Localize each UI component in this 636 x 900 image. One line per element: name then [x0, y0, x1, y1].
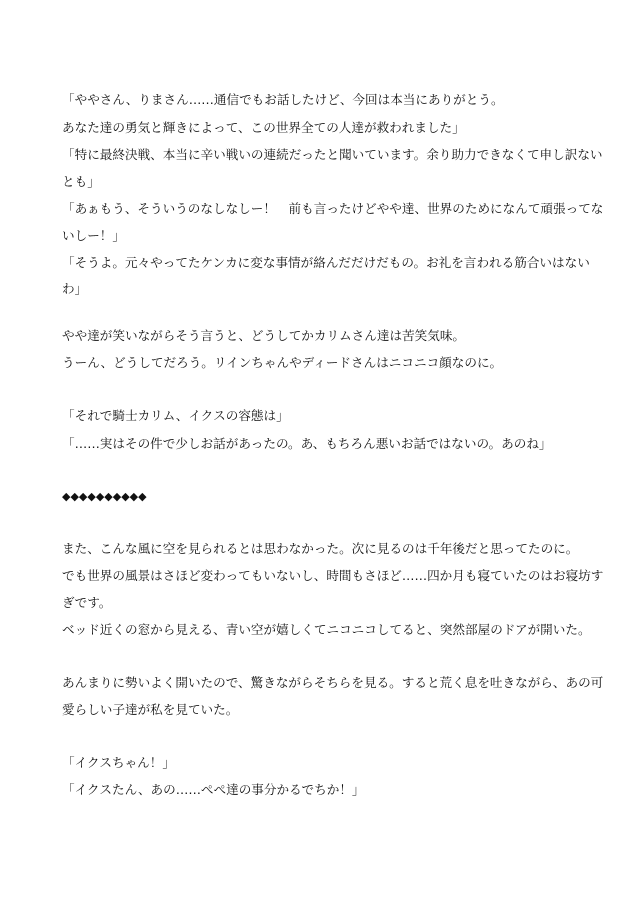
- text-line-16: ベッド近くの窓から見える、青い空が嬉しくてニコニコしてると、突然部屋のドアが開いた。: [62, 622, 591, 637]
- scene-separator: ◆◆◆◆◆◆◆◆◆◆: [62, 490, 147, 503]
- text-line-14: でも世界の風景はさほど変わってもいないし、時間もさほど……四か月も寝ていたのはお寝坊す: [62, 568, 604, 583]
- text-line-20: 「イクスたん、あの……ぺぺ達の事分かるでちか！」: [62, 782, 365, 797]
- text-line-17: あんまりに勢いよく開いたので、驚きながらそちらを見る。すると荒く息を吐きながら、あの可: [62, 675, 604, 690]
- text-line-9: やや達が笑いながらそう言うと、どうしてかカリムさん達は苦笑気味。: [62, 328, 465, 343]
- text-line-2: あなた達の勇気と輝きによって、この世界全ての人達が救われました」: [62, 120, 465, 135]
- text-line-11: 「それで騎士カリム、イクスの容態は」: [62, 408, 289, 423]
- text-line-18: 愛らしい子達が私を見ていた。: [62, 702, 239, 717]
- text-line-8: わ」: [62, 281, 88, 296]
- text-line-19: 「イクスちゃん！」: [62, 755, 175, 770]
- text-line-7: 「そうよ。元々やってたケンカに変な事情が絡んだだけだもの。お礼を言われる筋合いはない: [62, 255, 590, 270]
- text-line-6: いしー！」: [62, 228, 125, 243]
- text-line-4: とも」: [62, 174, 100, 189]
- text-line-10: うーん、どうしてだろう。リインちゃんやディードさんはニコニコ顔なのに。: [62, 355, 503, 370]
- text-line-13: また、こんな風に空を見られるとは思わなかった。次に見るのは千年後だと思ってたのに。: [62, 541, 579, 556]
- text-line-3: 「特に最終決戦、本当に辛い戦いの連続だったと聞いています。余り助力できなくて申し訳ない: [62, 147, 603, 162]
- text-line-15: ぎです。: [62, 595, 112, 610]
- text-line-5: 「あぁもう、そういうのなしなしー！ 前も言ったけどやや達、世界のためになんて頑張ってな: [62, 201, 604, 216]
- text-line-1: 「ややさん、りまさん……通信でもお話したけど、今回は本当にありがとう。: [62, 92, 504, 107]
- text-line-12: 「……実はその件で少しお話があったの。あ、もちろん悪いお話ではないの。あのね」: [62, 436, 552, 451]
